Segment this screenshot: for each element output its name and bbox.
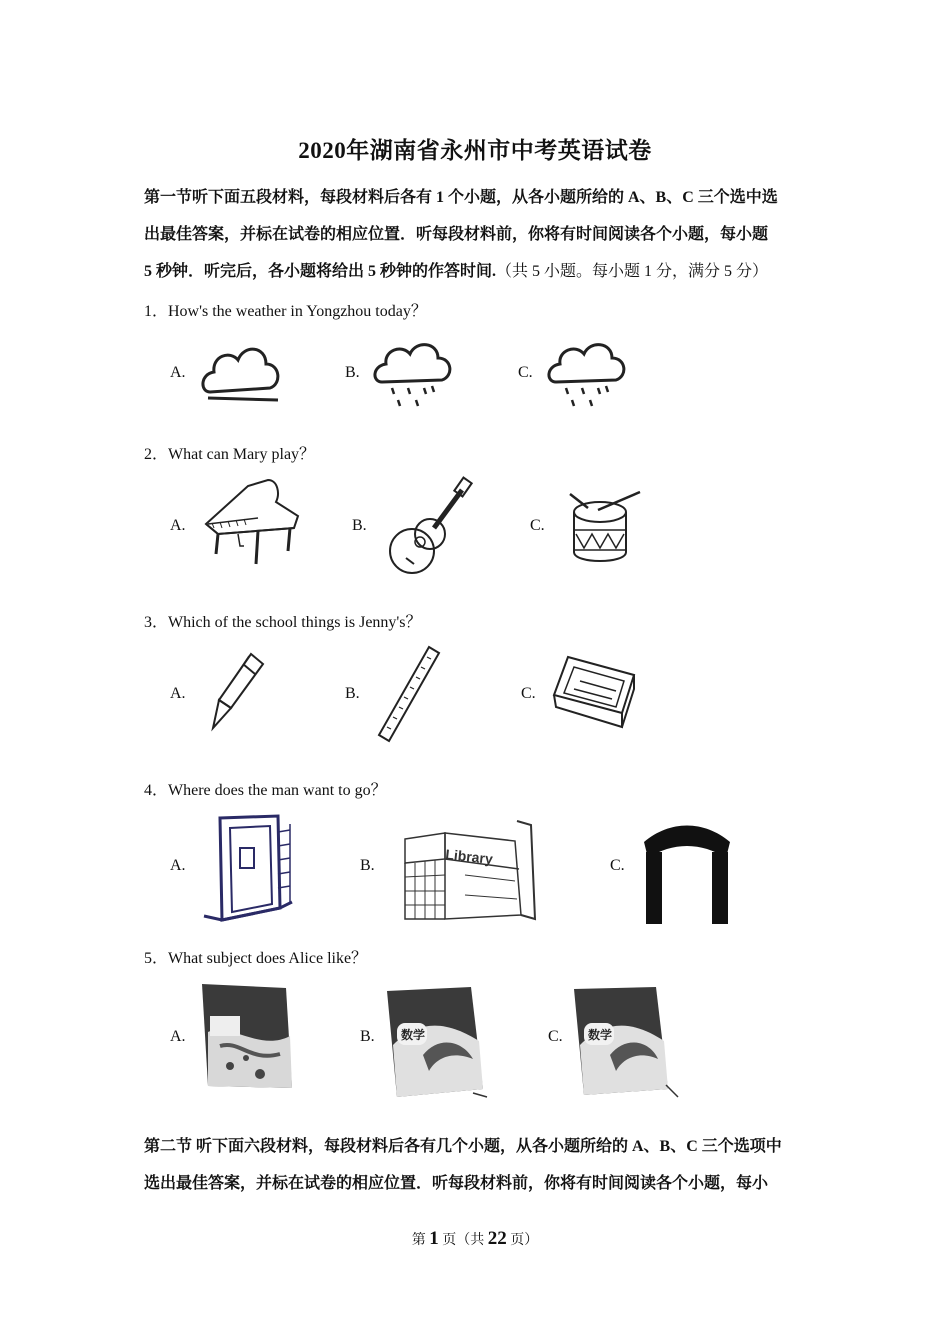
library-sign: Library: [444, 846, 494, 867]
question-2: 2．What can Mary play？: [144, 446, 316, 463]
question-4: 4．Where does the man want to go？: [144, 782, 387, 799]
guitar-icon: [382, 476, 477, 581]
q4-option-c-label: C.: [610, 857, 625, 874]
cloudy-icon: [200, 340, 285, 410]
math-book-c-icon: [570, 985, 680, 1100]
page-title: 2020年湖南省永州市中考英语试卷: [298, 138, 652, 163]
footer-total-pages: 22: [487, 1228, 507, 1249]
arch-gate-icon: [640, 820, 735, 930]
q2-option-c-label: C.: [530, 517, 545, 534]
page-footer: [0, 1228, 950, 1250]
q3-option-b-label: B.: [345, 685, 360, 702]
q4-option-b-label: B.: [360, 857, 375, 874]
footer-middle: 页（共: [438, 1233, 488, 1248]
pen-icon: [203, 650, 268, 735]
telephone-booth-icon: [200, 812, 295, 927]
q2-option-a-label: A.: [170, 517, 186, 534]
ruler-icon: [375, 645, 445, 745]
section2-line2: 选出最佳答案，并标在试卷的相应位置．听每段材料前，你将有时间阅读各个小题，每小: [144, 1175, 769, 1192]
rainy-icon-2: [546, 338, 631, 413]
book-c-title: 数学: [588, 1028, 613, 1042]
section2-instructions: [144, 1135, 809, 1209]
q1-option-a-label: A.: [170, 364, 186, 381]
textbook-a-icon: [200, 982, 295, 1092]
question-3: 3．Which of the school things is Jenny's？: [144, 614, 422, 631]
section1-line3-bold: 5 秒钟．听完后，各小题将给出 5 秒钟的作答时间.: [144, 263, 497, 280]
footer-prefix: 第: [411, 1233, 430, 1248]
q3-option-a-label: A.: [170, 685, 186, 702]
piano-icon: [198, 476, 303, 576]
question-1: 1．How's the weather in Yongzhou today？: [144, 303, 427, 320]
q3-option-c-label: C.: [521, 685, 536, 702]
q4-option-a-label: A.: [170, 857, 186, 874]
book-b-title: 数学: [401, 1028, 426, 1042]
question-5: 5．What subject does Alice like？: [144, 950, 368, 967]
pencil-case-icon: [550, 655, 640, 735]
q5-option-a-label: A.: [170, 1028, 186, 1045]
section2-line1: 第二节 听下面六段材料，每段材料后各有几个小题，从各小题所给的 A、B、C 三个选项中: [144, 1138, 782, 1155]
section1-instructions: [144, 186, 809, 297]
section1-line1: 第一节听下面五段材料，每段材料后各有 1 个小题，从各小题所给的 A、B、C 三个选中选: [144, 189, 778, 206]
rainy-icon: [372, 338, 457, 413]
section1-line2: 出最佳答案，并标在试卷的相应位置．听每段材料前，你将有时间阅读各个小题，每小题: [144, 226, 769, 243]
q1-option-b-label: B.: [345, 364, 360, 381]
q1-option-c-label: C.: [518, 364, 533, 381]
footer-suffix: 页）: [506, 1233, 539, 1248]
section1-line3-note: （共 5 小题。每小题 1 分，满分 5 分）: [496, 263, 769, 280]
library-building-icon: [395, 815, 540, 925]
q5-option-b-label: B.: [360, 1028, 375, 1045]
footer-page-number: 1: [429, 1228, 439, 1249]
q5-option-c-label: C.: [548, 1028, 563, 1045]
math-book-b-icon: [383, 985, 488, 1100]
drum-icon: [568, 490, 643, 565]
q2-option-b-label: B.: [352, 517, 367, 534]
